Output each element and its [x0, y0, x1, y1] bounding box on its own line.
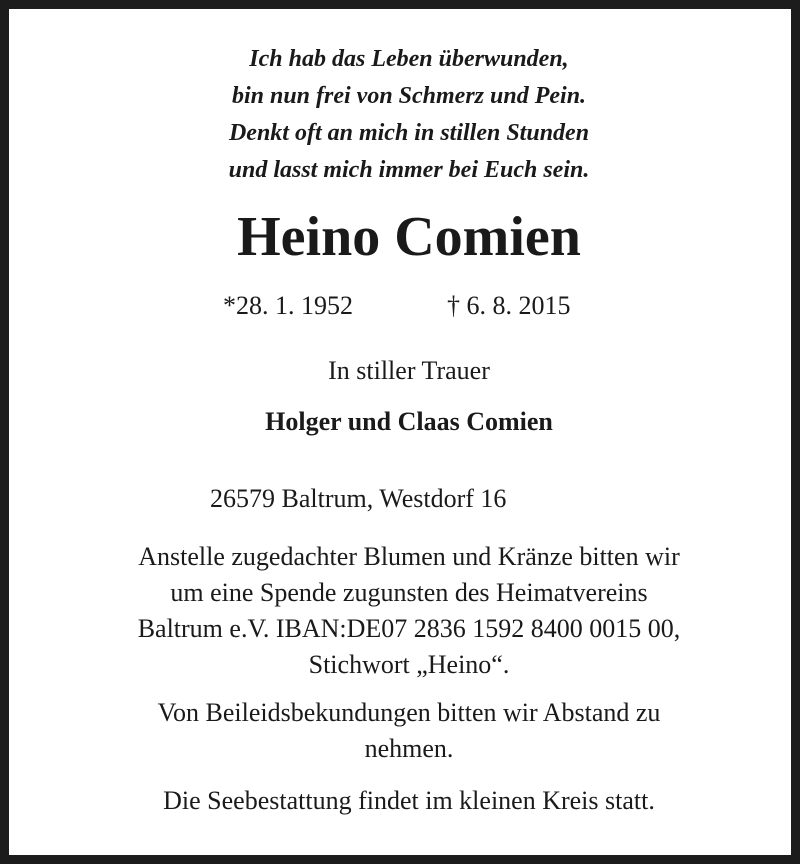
- poem-line: und lasst mich immer bei Euch sein.: [228, 157, 590, 183]
- condolence-line: nehmen.: [364, 734, 454, 763]
- donation-notice: [9, 539, 800, 683]
- condolence-notice: [9, 695, 800, 767]
- donation-line: Stichwort „Heino“.: [308, 650, 510, 679]
- family-address: 26579 Baltrum, Westdorf 16: [210, 484, 507, 513]
- poem-line: Denkt oft an mich in stillen Stunden: [228, 120, 590, 146]
- funeral-notice: Die Seebestattung findet im kleinen Kreis statt.: [163, 786, 655, 815]
- mourning-phrase: In stiller Trauer: [328, 356, 490, 385]
- deceased-name: Heino Comien: [237, 206, 581, 268]
- mourners-names: Holger und Claas Comien: [265, 407, 553, 436]
- donation-line: um eine Spende zugunsten des Heimatvereins: [170, 578, 648, 607]
- birth-date: *28. 1. 1952: [223, 291, 353, 320]
- poem-line: bin nun frei von Schmerz und Pein.: [231, 83, 587, 109]
- donation-line: Baltrum e.V. IBAN:DE07 2836 1592 8400 0015 00,: [137, 614, 681, 643]
- memorial-poem: [9, 41, 800, 189]
- donation-line: Anstelle zugedachter Blumen und Kränze bitten wir: [138, 542, 680, 571]
- condolence-line: Von Beileidsbekundungen bitten wir Abstand zu: [157, 698, 661, 727]
- poem-line: Ich hab das Leben überwunden,: [249, 46, 569, 72]
- death-date: † 6. 8. 2015: [447, 291, 571, 320]
